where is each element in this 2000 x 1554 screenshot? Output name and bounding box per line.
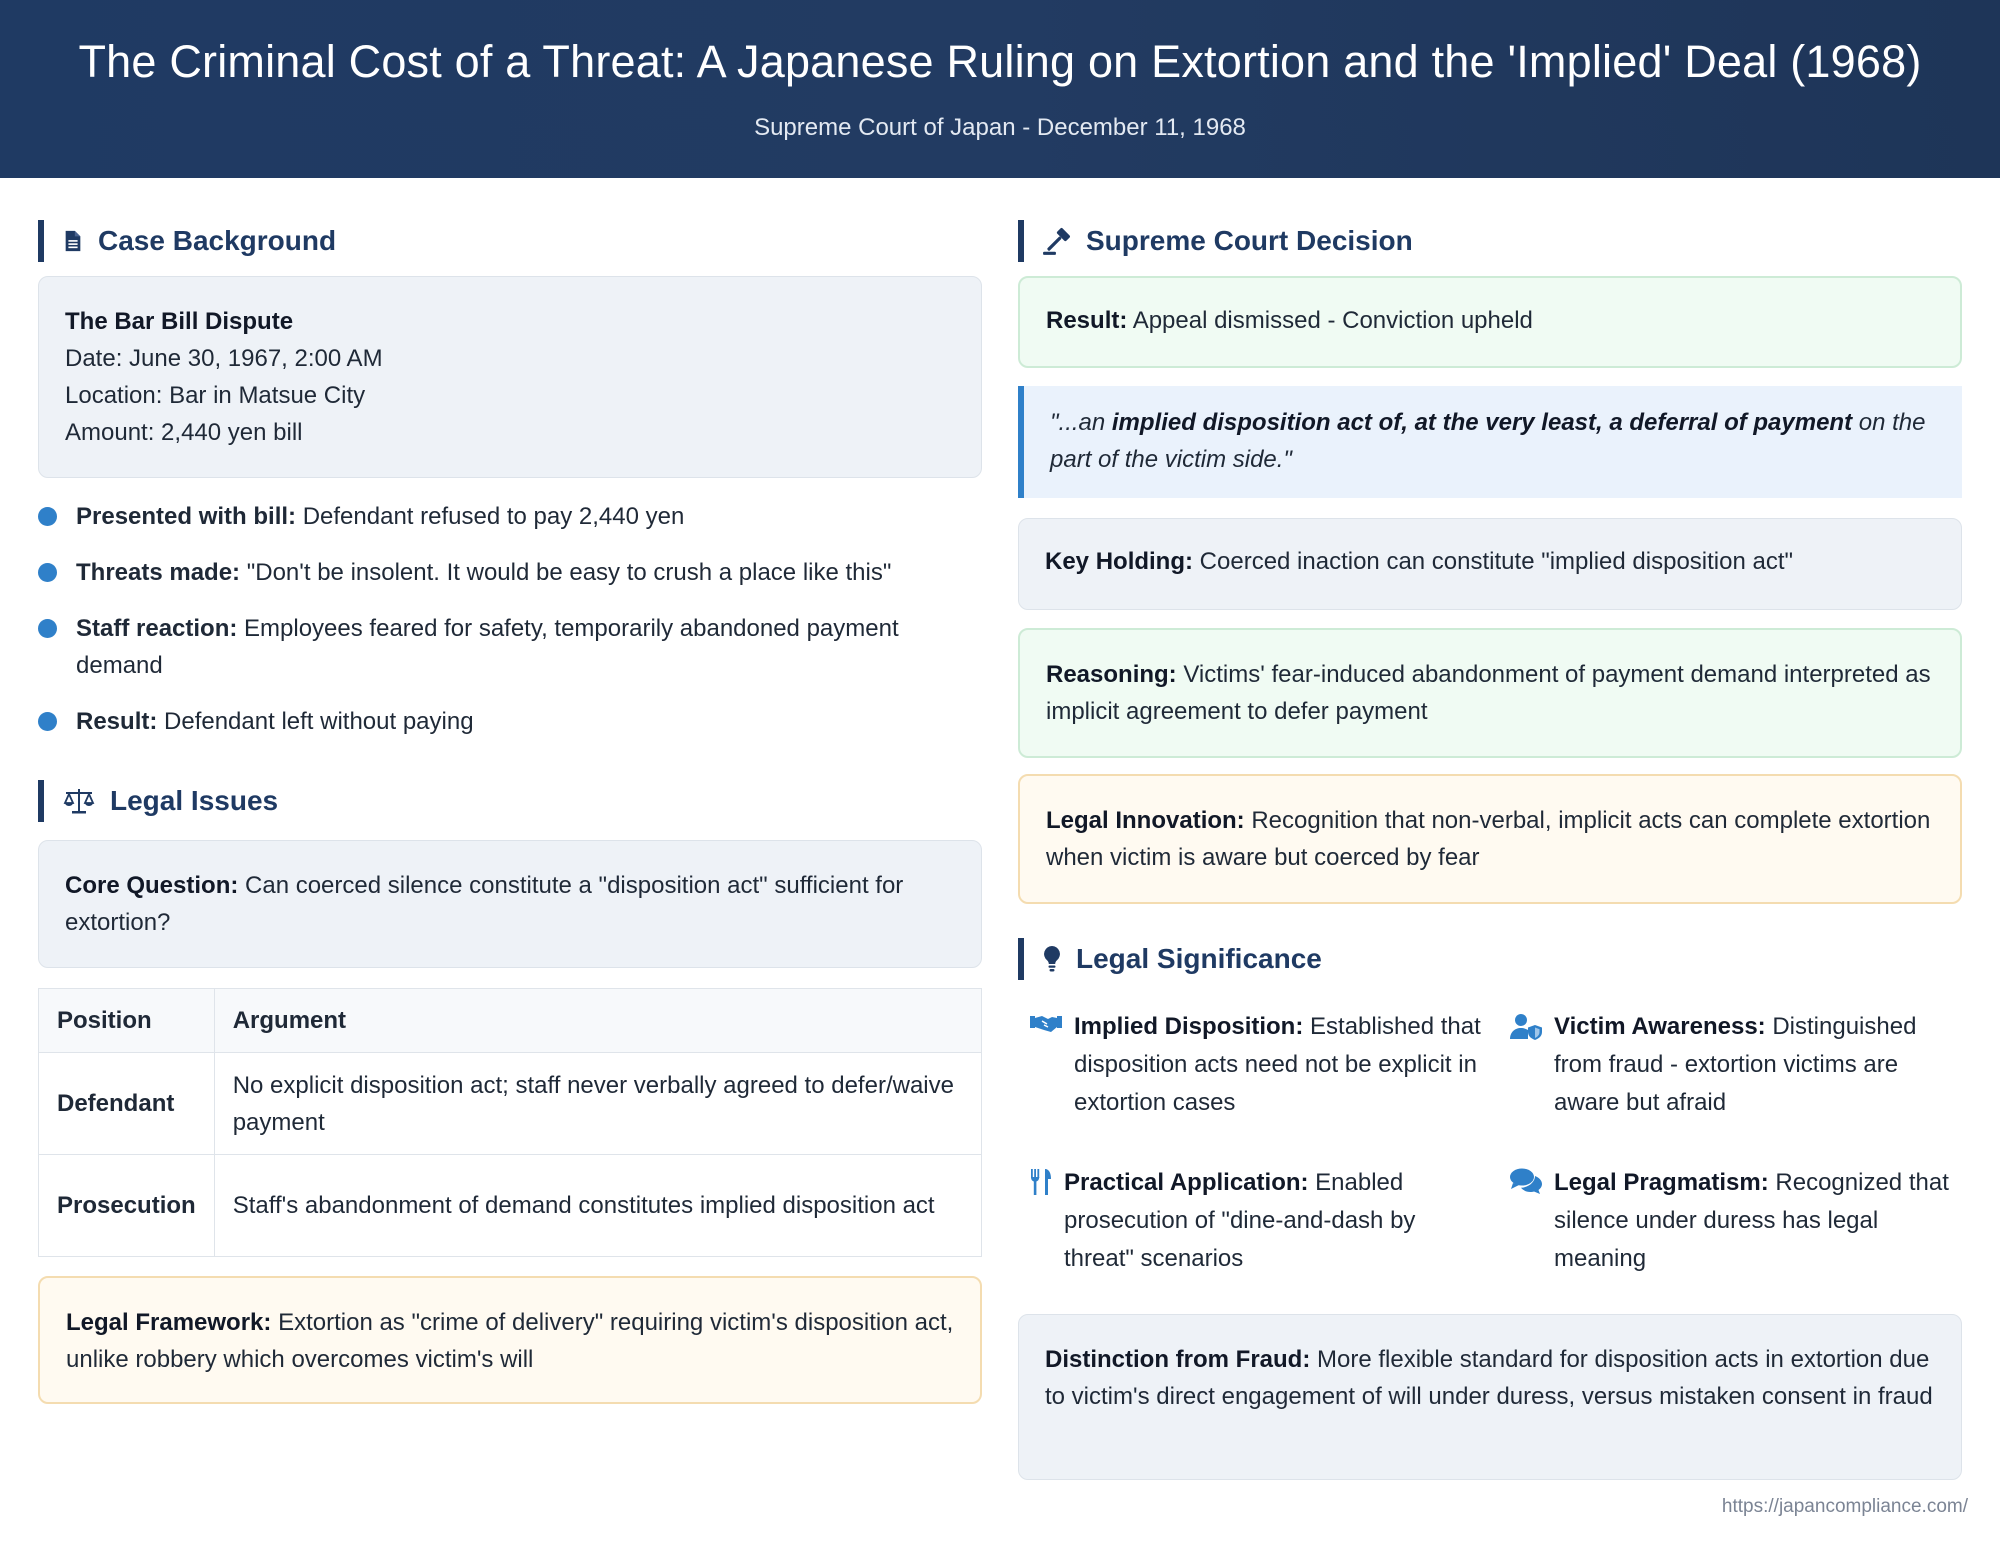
user-shield-icon [1510,1012,1542,1040]
table-header-row [39,989,982,1053]
section-heading: Case Background [98,225,337,256]
significance-grid [1018,1008,1962,1278]
table-cell-position: Defendant [39,1053,215,1155]
section-title-legal-significance [1018,938,1962,980]
document-icon [62,227,84,255]
utensils-icon [1030,1168,1052,1196]
comments-icon [1510,1168,1542,1194]
card-title: The Bar Bill Dispute [65,308,294,335]
section-title-supreme-court-decision [1018,220,1962,262]
table-row [39,1155,982,1257]
page-header [0,0,2000,178]
card-date: Date: June 30, 1967, 2:00 AM [65,345,383,372]
column-header: Argument [214,989,981,1053]
arguments-table [38,988,982,1257]
result-card: Result: Appeal dismissed - Conviction upheld [1018,276,1962,368]
section-heading: Legal Issues [110,785,279,816]
significance-item: Victim Awareness: Distinguished from fraud - extortion victims are aware but afraid [1510,1008,1970,1122]
handshake-icon [1030,1012,1062,1036]
legal-framework-card: Legal Framework: Extortion as "crime of delivery" requiring victim's disposition act, unlike robbery which overcomes victim's will [38,1276,982,1404]
fraud-distinction-card: Distinction from Fraud: More flexible standard for disposition acts in extortion due to victim's direct engagement of will under duress, versus mistaken consent in fraud [1018,1314,1962,1480]
section-title-legal-issues [38,780,982,822]
section-heading: Supreme Court Decision [1086,225,1413,256]
background-bullet-list [38,498,982,740]
column-header: Position [39,989,215,1053]
core-question-card: Core Question: Can coerced silence constitute a "disposition act" sufficient for extortion? [38,840,982,968]
footer-url-link[interactable]: https://japancompliance.com/ [1721,1496,1968,1517]
page-subtitle: Supreme Court of Japan - December 11, 1968 [754,114,1246,141]
significance-item: Practical Application: Enabled prosecution of "dine-and-dash by threat" scenarios [1030,1164,1490,1278]
scale-icon [62,787,96,815]
legal-innovation-card: Legal Innovation: Recognition that non-verbal, implicit acts can complete extortion when victim is aware but coerced by fear [1018,774,1962,904]
card-amount: Amount: 2,440 yen bill [65,419,303,446]
significance-item: Implied Disposition: Established that disposition acts need not be explicit in extortion cases [1030,1008,1490,1122]
list-item: Staff reaction: Employees feared for safety, temporarily abandoned payment demand [38,610,982,684]
table-cell-argument: No explicit disposition act; staff never verbally agreed to defer/waive payment [214,1053,981,1155]
key-holding-card: Key Holding: Coerced inaction can constitute "implied disposition act" [1018,518,1962,610]
page-title: The Criminal Cost of a Threat: A Japanese Ruling on Extortion and the 'Implied' Deal (1968) [78,36,1922,87]
list-item: Threats made: "Don't be insolent. It would be easy to crush a place like this" [38,554,982,591]
list-item: Presented with bill: Defendant refused to pay 2,440 yen [38,498,982,535]
bar-bill-card [38,276,982,478]
court-quote: "...an implied disposition act of, at the very least, a deferral of payment on the part of the victim side." [1018,386,1962,498]
gavel-icon [1042,226,1072,256]
section-title-case-background [38,220,982,262]
lightbulb-icon [1042,945,1062,973]
section-heading: Legal Significance [1076,943,1322,974]
table-cell-position: Prosecution [39,1155,215,1257]
table-cell-argument: Staff's abandonment of demand constitutes implied disposition act [214,1155,981,1257]
significance-item: Legal Pragmatism: Recognized that silence under duress has legal meaning [1510,1164,1970,1278]
card-location: Location: Bar in Matsue City [65,382,366,409]
reasoning-card: Reasoning: Victims' fear-induced abandonment of payment demand interpreted as implicit agreement to defer payment [1018,628,1962,758]
list-item: Result: Defendant left without paying [38,703,982,740]
table-row [39,1053,982,1155]
